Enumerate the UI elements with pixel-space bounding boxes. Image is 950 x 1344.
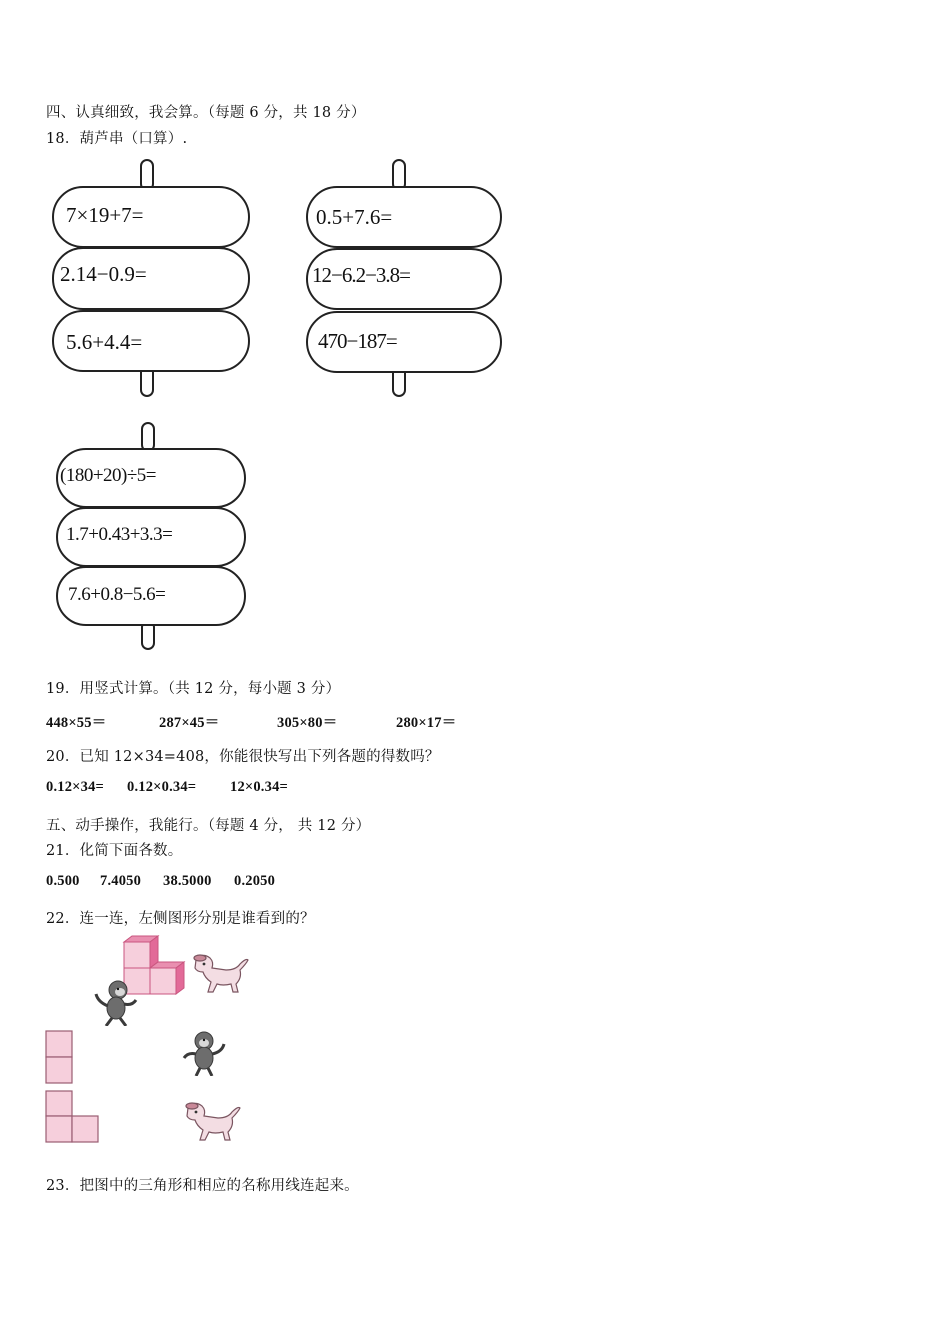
gourd-3-item-1: (180+20)÷5= — [60, 465, 157, 486]
q19-item-4: 280×17＝ — [396, 715, 457, 731]
gourd-2 — [304, 160, 506, 396]
q21-item-4: 0.2050 — [234, 873, 276, 889]
q20-item-1: 0.12×34= — [46, 779, 104, 795]
section4-heading: 四、认真细致，我会算。（每题 6 分，共 18 分） — [46, 105, 366, 121]
gourd-3-item-2: 1.7+0.43+3.3= — [66, 524, 173, 545]
dog-icon — [188, 950, 250, 994]
gourd-1-item-3: 5.6+4.4= — [66, 330, 143, 354]
q19-items — [46, 711, 456, 732]
q19-item-3: 305×80＝ — [277, 715, 338, 731]
q22-title: 22．连一连，左侧图形分别是谁看到的？ — [46, 911, 315, 927]
q21-item-1: 0.500 — [46, 873, 80, 889]
gourd-2-item-3: 470−187= — [318, 329, 397, 353]
dog-icon-2 — [180, 1098, 242, 1142]
gourd-2-item-1: 0.5+7.6= — [316, 205, 393, 229]
q19-title: 19．用竖式计算。（共 12 分，每小题 3 分） — [46, 681, 341, 697]
gourd-1-item-2: 2.14−0.9= — [60, 262, 147, 286]
q21-item-2: 7.4050 — [100, 873, 142, 889]
gourd-1 — [50, 160, 252, 396]
monkey-icon-2 — [182, 1030, 228, 1076]
q19-item-1: 448×55＝ — [46, 715, 107, 731]
view-shape-2 — [45, 1090, 101, 1144]
q20-items — [46, 779, 288, 796]
q20-item-2: 0.12×0.34= — [127, 779, 197, 795]
gourd-3 — [54, 423, 248, 649]
gourd-3-item-3: 7.6+0.8−5.6= — [68, 584, 166, 605]
q20-item-3: 12×0.34= — [230, 779, 288, 795]
gourd-1-item-1: 7×19+7= — [66, 203, 144, 227]
monkey-icon — [94, 978, 140, 1026]
view-shape-1 — [45, 1030, 75, 1084]
q21-title: 21．化简下面各数。 — [46, 843, 183, 859]
q18-title: 18．葫芦串（口算）. — [46, 131, 188, 147]
gourd-2-item-2: 12−6.2−3.8= — [312, 263, 411, 287]
q21-items — [46, 873, 275, 890]
section5-heading: 五、动手操作，我能行。（每题 4 分， 共 12 分） — [46, 818, 371, 834]
q23-title: 23．把图中的三角形和相应的名称用线连起来。 — [46, 1178, 359, 1194]
q21-item-3: 38.5000 — [163, 873, 212, 889]
q20-title: 20．已知 12×34=408，你能很快写出下列各题的得数吗？ — [46, 749, 440, 765]
q19-item-2: 287×45＝ — [159, 715, 220, 731]
